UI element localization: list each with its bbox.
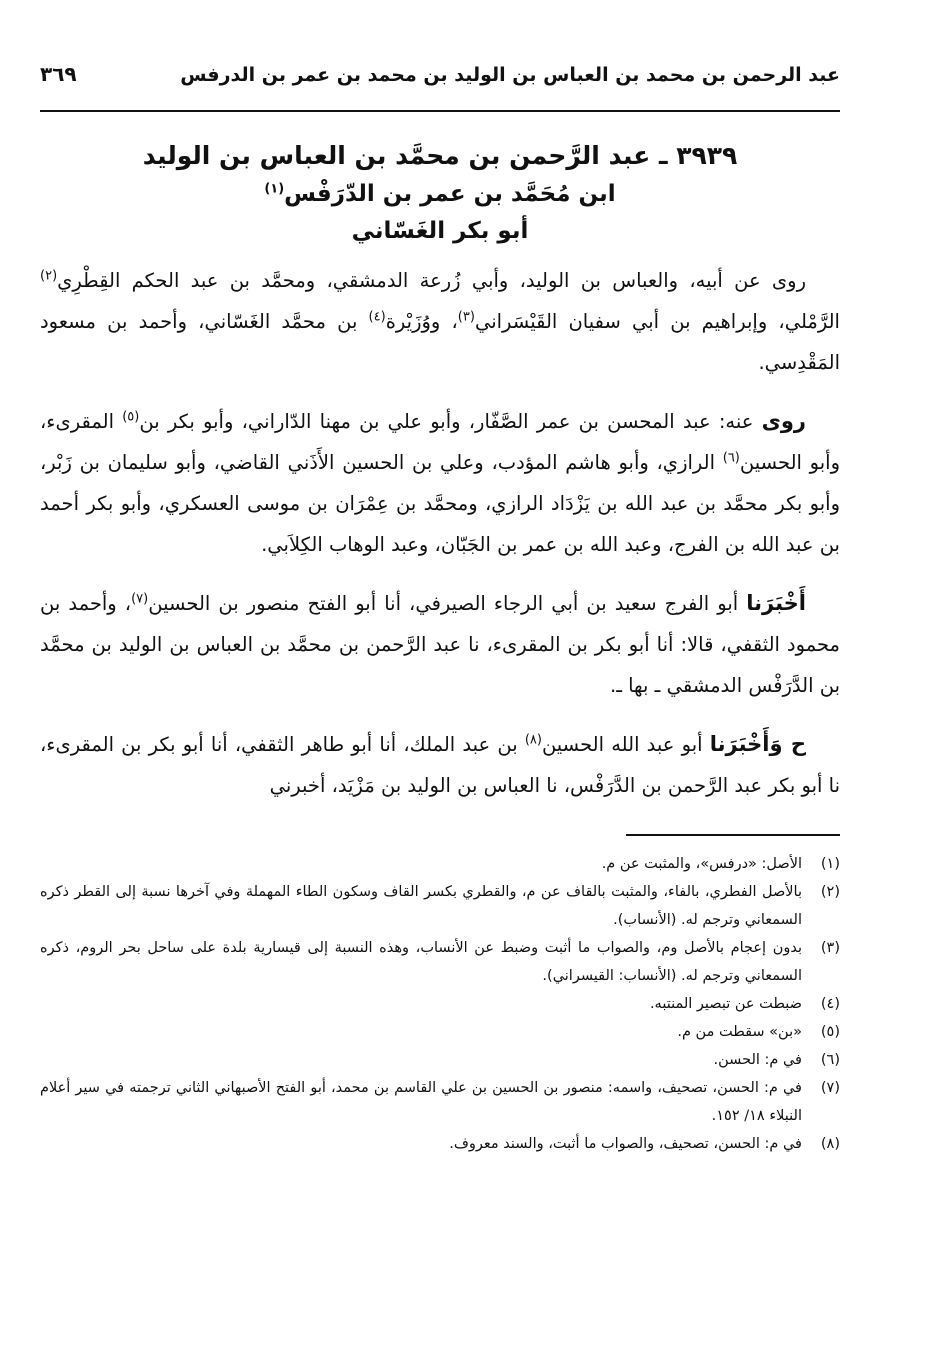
footnote-text: في م: الحسن، تصحيف، واسمه: منصور بن الحسين بن علي القاسم بن محمد، أبو الفتح الأصبهاني الثاني ترجمته في سير أعلام النبلاء ١٨/ ١٥٢. (40, 1079, 802, 1124)
footnote-number: (٨) (820, 1135, 840, 1152)
footnote-ref-8[interactable]: (٨) (524, 732, 542, 748)
lead-word: روى (761, 409, 806, 433)
footnote-ref-1[interactable]: (١) (264, 181, 285, 197)
text-run: الرازي، وأبو هاشم المؤدب، وعلي بن الحسين الأَذَني القاضي، وأبو سليمان بن زَبْر، وأبو بكر محمَّد بن عبد الله بن يَزْدَاد الرازي، ومحمَّد بن عِمْرَان بن موسى العسكري، وأبو بكر أحمد بن عبد الله بن الفرج، وعبد الله بن عمر بن الجَبّان، وعبد الوهاب الكِلاَبي. (40, 451, 840, 556)
header-rule (40, 110, 840, 112)
entry-heading-line-1: ٣٩٣٩ ـ عبد الرَّحمن بن محمَّد بن العباس بن الوليد (142, 141, 738, 170)
footnote-4 (40, 990, 840, 1018)
footnote-ref-5[interactable]: (٥) (122, 409, 140, 425)
footnote-text: ضبطت عن تبصير المنتبه. (649, 995, 802, 1012)
text-run: عنه: عبد المحسن بن عمر الصَّفّار، وأبو علي بن مهنا الدّاراني، وأبو بكر بن (139, 410, 762, 433)
footnote-number: (٢) (820, 883, 840, 900)
footnote-separator (626, 834, 840, 836)
text-run: ، وأحمد بن محمود الثقفي، قالا: أنا أبو بكر بن المقرىء، نا عبد الرَّحمن بن محمَّد بن العباس بن الوليد بن محمَّد بن الدَّرَفْس الدمشقي ـ بها ـ. (40, 592, 840, 697)
footnote-text: الأصل: «درفس»، والمثبت عن م. (601, 855, 802, 872)
footnote-ref-4[interactable]: (٤) (368, 309, 386, 325)
footnote-ref-6[interactable]: (٦) (722, 450, 740, 466)
footnote-3 (40, 934, 840, 990)
lead-word: أَخْبَرَنا (746, 591, 806, 615)
footnote-text: في م: الحسن. (713, 1051, 802, 1068)
footnote-text: بدون إعجام بالأصل وم، والصواب ما أثبت وضبط عن الأنساب، وهذه النسبة إلى قيسارية بلدة على ساحل بحر الروم، ذكره السمعاني وترجم له. (الأنساب: القيسراني). (40, 939, 802, 984)
paragraph-narrated-by (40, 401, 840, 565)
footnotes (40, 850, 840, 1158)
footnote-text: «بن» سقطت من م. (677, 1023, 802, 1040)
text-run: روى عن أبيه، والعباس بن الوليد، وأبي زُرعة الدمشقي، ومحمَّد بن عبد الحكم القِطْرِي (57, 269, 806, 292)
book-page (40, 62, 840, 1342)
footnote-text: في م: الحسن، تصحيف، والصواب ما أثبت، والسند معروف. (449, 1135, 802, 1152)
text-run: ، ووُزَيْرة (385, 310, 458, 333)
footnote-5 (40, 1018, 840, 1046)
text-run: بن محمَّد الغَسّاني، وأحمد بن مسعود المَقْدِسي. (40, 310, 840, 374)
entry-heading (40, 136, 840, 250)
footnote-7 (40, 1074, 840, 1130)
page-number: ٣٦٩ (40, 62, 77, 86)
footnote-8 (40, 1130, 840, 1158)
running-header (40, 62, 840, 106)
text-run: أبو الفرج سعيد بن أبي الرجاء الصيرفي، أنا أبو الفتح منصور بن الحسين (148, 592, 747, 615)
entry-heading-kunya: أبو بكر الغَسّاني (351, 218, 529, 244)
text-run: أبو عبد الله الحسين (541, 733, 710, 756)
text-run: الرَّمْلي، وإبراهيم بن أبي سفيان القَيْسَراني (474, 310, 840, 333)
footnote-number: (٣) (820, 939, 840, 956)
entry-heading-line-2-text: ابن مُحَمَّد بن عمر بن الدّرَفْس (284, 181, 616, 207)
text-run: المقرىء، وأبو الحسين (40, 410, 840, 474)
footnote-text: بالأصل الفطري، بالفاء، والمثبت بالقاف عن م، والقطري بكسر القاف وسكون الطاء المهملة وفي آخرها نسبة إلى القطر ذكره السمعاني وترجم له. (الأنساب). (40, 883, 802, 928)
footnote-ref-7[interactable]: (٧) (131, 591, 149, 607)
footnote-number: (٥) (820, 1023, 840, 1040)
footnote-number: (١) (820, 855, 840, 872)
paragraph-narrated-from (40, 260, 840, 383)
footnote-ref-3[interactable]: (٣) (457, 309, 475, 325)
footnote-1 (40, 850, 840, 878)
text-run: بن عبد الملك، أنا أبو طاهر الثقفي، أنا أبو بكر بن المقرىء، نا أبو بكر عبد الرَّحمن بن الدَّرَفْس، نا العباس بن الوليد بن مَزْيَد، أخبرني (40, 733, 840, 797)
paragraph-isnad-2 (40, 724, 840, 806)
footnote-ref-2[interactable]: (٢) (40, 268, 58, 284)
footnote-number: (٤) (820, 995, 840, 1012)
running-title: عبد الرحمن بن محمد بن العباس بن الوليد بن محمد بن عمر بن الدرفس (180, 64, 840, 86)
footnote-2 (40, 878, 840, 934)
footnote-6 (40, 1046, 840, 1074)
lead-word: ح وَأَخْبَرَنا (709, 732, 806, 756)
paragraph-isnad-1 (40, 583, 840, 706)
footnote-number: (٧) (820, 1079, 840, 1096)
footnote-number: (٦) (820, 1051, 840, 1068)
entry-heading-line-2 (40, 176, 840, 212)
